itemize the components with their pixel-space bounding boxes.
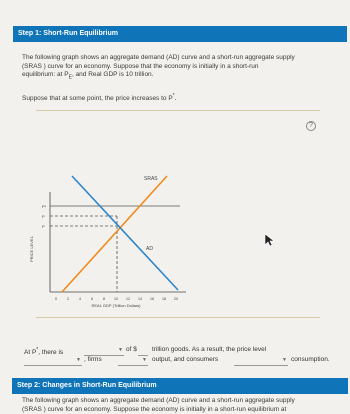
y-axis-label: PRICE LEVEL — [29, 236, 34, 262]
q-consumption: consumption. — [291, 356, 330, 363]
sras-label: SRAS — [144, 176, 158, 182]
mouse-cursor-icon — [264, 233, 276, 247]
help-label: ? — [309, 122, 313, 129]
x-tick: 6 — [91, 297, 93, 301]
pe-sub: E — [68, 74, 72, 81]
step2-line-2: (SRAS ) curve for an economy. Suppose the economy is initially in a short-run equilibrium at — [22, 405, 287, 413]
chevron-down-icon: ▼ — [282, 357, 287, 363]
x-tick: 0 — [55, 297, 57, 301]
equilibrium-text: , and Real GDP is 10 trillion. — [71, 71, 154, 78]
x-tick: 12 — [126, 297, 130, 301]
sras-curve[interactable] — [62, 176, 167, 292]
ad-curve[interactable] — [72, 176, 178, 290]
q-firms: , firms — [84, 356, 102, 363]
step1-line-1: The following graph shows an aggregate demand (AD) curve and a short-run aggregate supply — [22, 54, 295, 61]
y-tick-p-star: P* — [42, 204, 47, 209]
consumption-dropdown[interactable] — [234, 356, 288, 366]
step1-supposition: Suppose that at some point, the price increases to P*. — [22, 93, 177, 103]
divider-bottom — [36, 317, 320, 318]
pe-text: equilibrium: at P — [22, 71, 69, 78]
step2-header — [12, 378, 348, 394]
chevron-down-icon: ▼ — [76, 357, 81, 363]
q-trillion-goods: trillion goods. As a result, the price level — [152, 346, 267, 353]
shortage-surplus-dropdown[interactable] — [84, 346, 124, 356]
firms-output-dropdown[interactable] — [118, 356, 148, 366]
x-tick: 8 — [103, 297, 105, 301]
x-tick: 10 — [114, 297, 118, 301]
step2-line-1: The following graph shows an aggregate demand (AD) curve and a short-run aggregate supply — [22, 397, 295, 404]
ad-label: AD — [146, 246, 153, 252]
x-tick: 4 — [79, 297, 81, 301]
step2-paragraph — [22, 397, 342, 414]
x-tick: 2 — [67, 297, 69, 301]
y-tick-p: P — [42, 214, 45, 219]
amount-input[interactable] — [138, 346, 148, 356]
q-of-dollar: of $ — [126, 346, 137, 353]
step1-line-2: (SRAS ) curve for an economy. Suppose that the economy is initially in a short-run — [22, 62, 259, 70]
price-level-dropdown[interactable] — [24, 356, 82, 366]
y-tick-pe: P — [42, 224, 45, 229]
x-tick: 20 — [174, 297, 178, 301]
step1-title: Step 1: Short-Run Equilibrium — [18, 30, 118, 37]
x-tick: 18 — [162, 297, 166, 301]
step2-title: Step 2: Changes in Short-Run Equilibrium — [17, 382, 157, 389]
price-increase-text: Suppose that at some point, the price increases to P — [22, 95, 173, 103]
q-at-p-star: At P*, there is — [24, 347, 64, 357]
chevron-down-icon: ▼ — [118, 347, 123, 353]
x-axis-label: REAL GDP (Trillion Dollars) — [91, 303, 141, 308]
p-star-sup: * — [172, 93, 175, 99]
q-output-consumers: output, and consumers — [152, 356, 219, 363]
chevron-down-icon: ▼ — [142, 357, 147, 363]
x-tick: 16 — [150, 297, 154, 301]
x-tick: 14 — [138, 297, 142, 301]
